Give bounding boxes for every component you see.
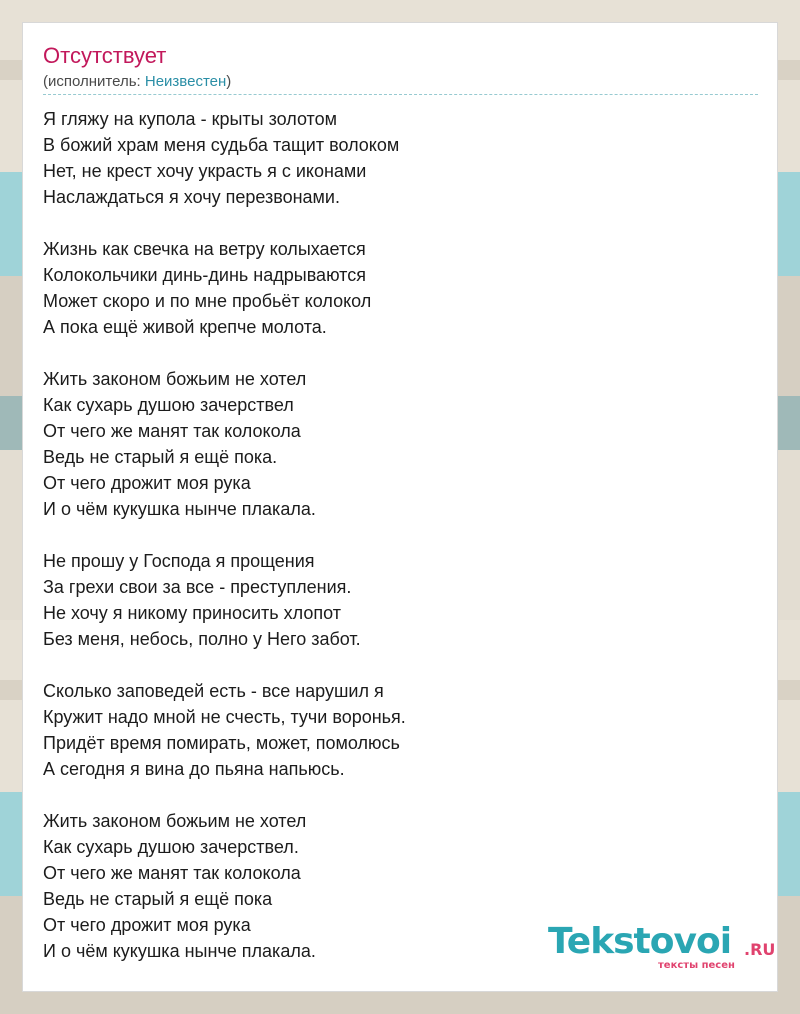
lyric-line: От чего дрожит моя рука — [43, 473, 251, 493]
lyric-line: Без меня, небось, полно у Него забот. — [43, 629, 361, 649]
lyric-line: Колокольчики динь-динь надрываются — [43, 265, 366, 285]
lyrics-body — [43, 106, 743, 964]
stanza — [43, 236, 743, 340]
lyric-line: От чего же манят так колокола — [43, 863, 301, 883]
logo-tld: .RU — [744, 940, 776, 959]
stanza — [43, 678, 743, 782]
stanza — [43, 548, 743, 652]
stanza — [43, 106, 743, 210]
site-logo[interactable] — [548, 921, 776, 972]
lyric-line: Как сухарь душою зачерствел — [43, 395, 294, 415]
lyric-line: А сегодня я вина до пьяна напьюсь. — [43, 759, 345, 779]
stanza-gap — [43, 652, 743, 678]
stanza — [43, 366, 743, 522]
artist-suffix: ) — [226, 73, 232, 90]
lyric-line: А пока ещё живой крепче молота. — [43, 317, 327, 337]
lyric-line: В божий храм меня судьба тащит волоком — [43, 135, 400, 155]
lyric-line: Наслаждаться я хочу перезвонами. — [43, 187, 340, 207]
lyric-line: Кружит надо мной не счесть, тучи воронья. — [43, 707, 406, 727]
lyric-line: Нет, не крест хочу украсть я с иконами — [43, 161, 367, 181]
stanza-gap — [43, 340, 743, 366]
stanza-gap — [43, 522, 743, 548]
lyric-line: Не хочу я никому приносить хлопот — [43, 603, 341, 623]
lyric-line: Сколько заповедей есть - все нарушил я — [43, 681, 384, 701]
lyric-line: Придёт время помирать, может, помолюсь — [43, 733, 400, 753]
lyric-line: Жить законом божьим не хотел — [43, 811, 307, 831]
lyric-line: Жизнь как свечка на ветру колыхается — [43, 239, 366, 259]
lyric-line: Жить законом божьим не хотел — [43, 369, 307, 389]
lyric-line: Ведь не старый я ещё пока — [43, 889, 273, 909]
lyric-line: И о чём кукушка нынче плакала. — [43, 941, 316, 961]
lyric-line: Может скоро и по мне пробьёт колокол — [43, 291, 372, 311]
lyric-line: Я гляжу на купола - крыты золотом — [43, 109, 337, 129]
artist-prefix: (исполнитель: — [43, 73, 145, 90]
lyric-line: От чего дрожит моя рука — [43, 915, 251, 935]
lyric-line: Ведь не старый я ещё пока. — [43, 447, 278, 467]
artist-link[interactable]: Неизвестен — [144, 73, 227, 90]
logo-tagline: тексты песен — [658, 960, 735, 971]
lyric-line: От чего же манят так колокола — [43, 421, 301, 441]
lyric-line: Не прошу у Господа я прощения — [43, 551, 315, 571]
logo-brand: Tekstovoi — [548, 921, 732, 962]
lyric-line: И о чём кукушка нынче плакала. — [43, 499, 316, 519]
artist-line — [43, 73, 231, 91]
stanza-gap — [43, 782, 743, 808]
title-divider — [43, 94, 758, 95]
lyric-line: За грехи свои за все - преступления. — [43, 577, 352, 597]
song-title: Отсутствует — [43, 43, 167, 68]
lyrics-card — [22, 22, 778, 992]
lyric-line: Как сухарь душою зачерствел. — [43, 837, 299, 857]
stanza-gap — [43, 210, 743, 236]
